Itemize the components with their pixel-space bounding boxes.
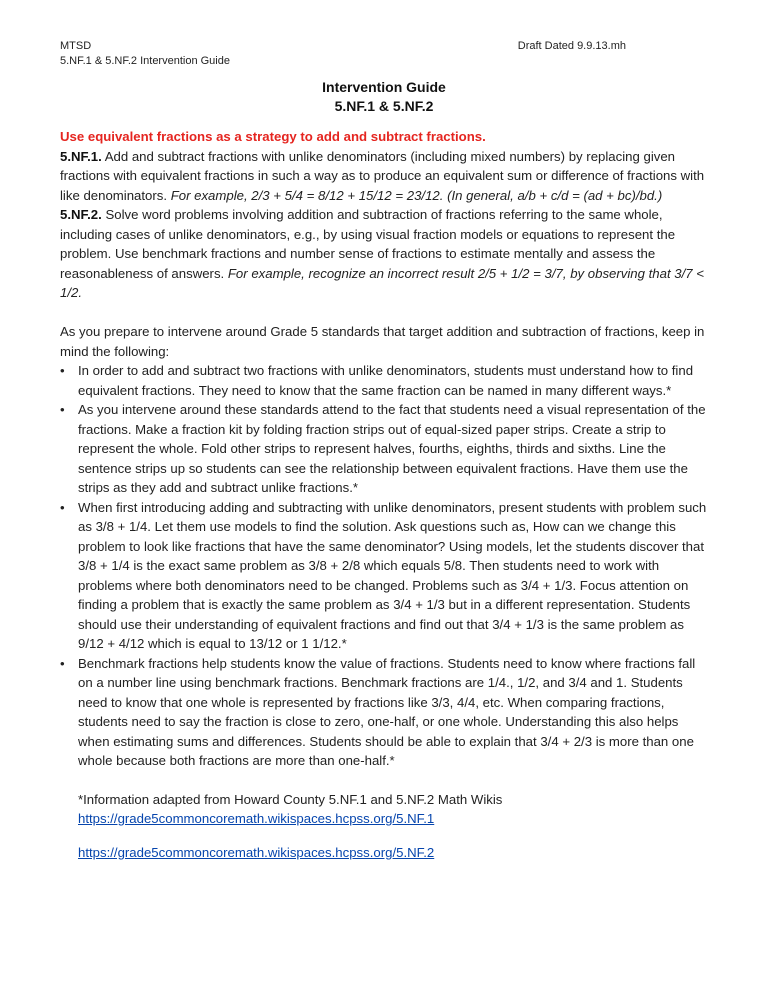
intro-paragraph: As you prepare to intervene around Grade 5 standards that target addition and subtraction of fractions, keep in mind the following:: [60, 324, 705, 359]
standard-example: For example, recognize an incorrect result 2/5 + 1/2 = 3/7, by observing that 3/7 < 1/2.: [60, 265, 704, 300]
guidance-list: [60, 361, 712, 771]
list-item: [60, 654, 712, 771]
list-item: [60, 361, 712, 400]
wiki-link-5nf1[interactable]: https://grade5commoncoremath.wikispaces.hcpss.org/5.NF.1: [78, 811, 435, 826]
page-header-left: [60, 39, 230, 68]
bullet-icon: •: [60, 363, 65, 378]
standard-text: Add and subtract fractions with unlike denominators (including mixed numbers) by replacing given fractions with equivalent fractions in such a way as to produce an equivalent sum or difference of fractions with like denominators.: [60, 148, 705, 203]
bullet-icon: •: [60, 655, 65, 671]
wiki-link-5nf2[interactable]: https://grade5commoncoremath.wikispaces.hcpss.org/5.NF.2: [78, 844, 435, 860]
header-district: MTSD: [60, 40, 92, 52]
header-draft-date: Draft Dated 9.9.13.mh: [517, 40, 626, 52]
list-item-text: As you intervene around these standards attend to the fact that students need a visual representation of the fractions. Make a fraction kit by folding fraction strips out of equal-sized paper strips. Create a strip to represent the whole. Fold other strips to represent halves, fourths, eighths, thirds and sixths. Line the sentence strips up so students can see the relationship between equivalent fractions. Have them use the strips as they add and subtract unlike fractions.*: [78, 402, 706, 495]
credit-text: *Information adapted from Howard County 5.NF.1 and 5.NF.2 Math Wikis: [78, 791, 503, 807]
source-credit: [60, 790, 712, 863]
list-item: [60, 400, 712, 498]
standard-label: 5.NF.2.: [60, 207, 102, 222]
standard-example: For example, 2/3 + 5/4 = 8/12 + 15/12 = 23/12. (In general, a/b + c/d = (ad + bc)/bd.): [170, 187, 663, 203]
list-item: [60, 498, 712, 654]
list-item-text: In order to add and subtract two fractions with unlike denominators, students must understand how to find equivalent fractions. They need to know that the same fraction can be named in many different ways.*: [78, 363, 694, 398]
document-title: [0, 78, 768, 116]
document-body: [60, 127, 712, 862]
list-item-text: Benchmark fractions help students know the value of fractions. Students need to know where fractions fall on a number line using benchmark fractions. Benchmark fractions are 1/4., 1/2, and 3/4 and 1. Students need to know that one whole is represented by fractions like 3/3, 4/4, etc. When comparing fractions, students need to say the fraction is close to zero, one-half, or one whole. Understanding this also helps when estimating sums and differences. Students should be able to explain that 3/4 + 2/3 is more than one whole because both fractions are more than one-half.*: [78, 655, 696, 768]
bullet-icon: •: [60, 402, 65, 417]
header-guide-name: 5.NF.1 & 5.NF.2 Intervention Guide: [60, 54, 230, 67]
section-heading: Use equivalent fractions as a strategy to add and subtract fractions.: [60, 129, 486, 144]
title-line-2: 5.NF.1 & 5.NF.2: [334, 98, 434, 114]
standard-label: 5.NF.1.: [60, 148, 102, 164]
list-item-text: When first introducing adding and subtracting with unlike denominators, present students with problem such as 3/8 + 1/4. Let them use models to find the solution. Ask questions such as, How can we change this problem to look like fractions that have the same denominator? Using models, let the students discover that 3/8 + 1/4 is the exact same problem as 3/8 + 2/8 which equals 5/8. Then students need to work with problems where both denominators need to be changed. Problems such as 3/4 + 1/3. Focus attention on finding a problem that is exactly the same problem as 3/4 + 1/3 but in a different representation. Students should use their understanding of equivalent fractions and find out that 3/4 + 1/3 is the same problem as 9/12 + 4/12 which is equal to 13/12 or 1 1/12.*: [78, 499, 707, 651]
standard-5nf1: [60, 147, 712, 206]
standard-text: Solve word problems involving addition and subtraction of fractions referring to the same whole, including cases of unlike denominators, e.g., by using visual fraction models or equations to represent the problem. Use benchmark fractions and number sense of fractions to estimate mentally and assess the reasonableness of answers.: [60, 207, 676, 281]
standard-5nf2: [60, 205, 712, 303]
bullet-icon: •: [60, 499, 65, 515]
title-line-1: Intervention Guide: [322, 79, 446, 95]
